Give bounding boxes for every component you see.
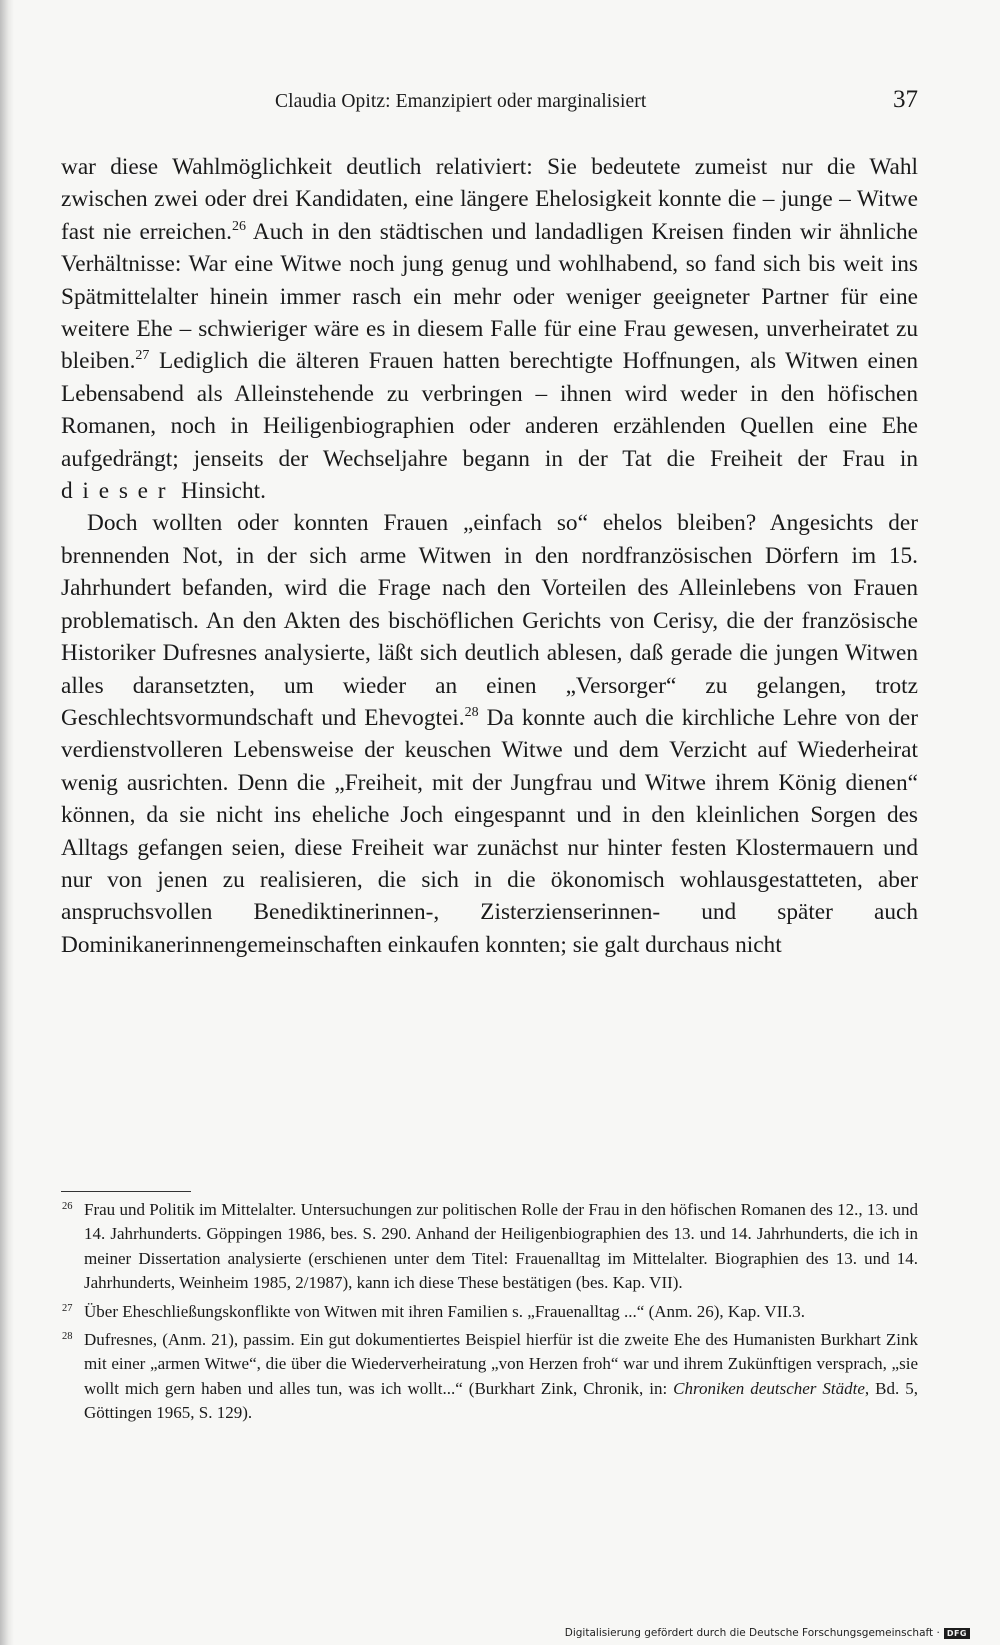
footnote-28	[62, 1328, 918, 1426]
paragraph-text: Lediglich die älteren Frauen hatten berechtigte Hoffnungen, als Witwen einen Lebensabend als Alleinstehende zu verbringen – ihnen wird weder in den höfischen Romanen, noch in Heiligenbiographien oder anderen erzählenden Quellen eine Ehe aufgedrängt; jenseits der Wechseljahre begann in der Tat die Freiheit der Frau in	[61, 348, 918, 472]
footnote-ref-26[interactable]: 26	[231, 219, 246, 235]
paragraph-text: Doch wollten oder konnten Frauen „einfach so“ ehelos bleiben? Angesichts der brennenden Not, in der sich arme Witwen in den nordfranzösischen Dörfern im 15. Jahrhundert befanden, wird die Frage nach den Vorteilen des Alleinlebens von Frauen problematisch. An den Akten des bischöflichen Gerichts von Cerisy, die der französische Historiker Dufresnes analysierte, läßt sich deutlich ablesen, daß gerade die jungen Witwen alles daransetzten, um wieder an einen „Versorger“ zu gelangen, trotz Geschlechtsvormundschaft und Ehevogtei.	[61, 510, 918, 731]
paragraph-1	[61, 151, 918, 507]
footnote-text: , Bd. 5, Göttingen 1965, S. 129).	[84, 1378, 918, 1423]
footnote-27	[62, 1300, 918, 1324]
footnotes	[62, 1198, 918, 1430]
footnote-italic-title: Chroniken deutscher Städte	[673, 1378, 865, 1398]
footnote-mark: 28	[62, 1331, 73, 1343]
page-edge-shadow	[0, 0, 14, 1645]
emphasized-word: dieser	[61, 478, 176, 505]
dfg-logo[interactable]: DFG	[944, 1628, 970, 1639]
paragraph-2	[61, 507, 918, 961]
paragraph-text: Hinsicht.	[175, 478, 266, 505]
footnote-26	[62, 1198, 918, 1296]
paragraph-text: Auch in den städtischen und landadligen Kreisen finden wir ähnliche Verhältnisse: War eine Witwe noch jung genug und wohlhabend, so fand sich bis weit ins Spätmittelalter hinein immer rasch ein mehr oder weniger geeigneter Partner für eine weitere Ehe – schwieriger wäre es in diesem Falle für eine Frau gewesen, unverheiratet zu bleiben.	[61, 218, 918, 375]
paragraph-text: Da konnte auch die kirchliche Lehre von der verdienstvolleren Lebensweise der keuschen Witwe und dem Verzicht auf Wiederheirat wenig ausrichten. Denn die „Freiheit, mit der Jungfrau und Witwe ihrem König dienen“ können, da sie nicht ins eheliche Joch eingespannt und in den kleinlichen Sorgen des Alltags gefangen seien, diese Freiheit war zunächst nur hinter festen Klostermauern und nur von jenen zu realisieren, die sich in die ökonomisch wohlausgestatteten, aber anspruchsvollen Benediktinerinnen-, Zisterzienserinnen- und später auch Dominikanerinnengemeinschaften einkaufen konnten; sie galt durchaus nicht	[61, 704, 918, 958]
footnote-text: Frau und Politik im Mittelalter. Untersuchungen zur politischen Rolle der Frau in den höfischen Romanen des 12., 13. und 14. Jahrhunderts. Göppingen 1986, bes. S. 290. Anhand der Heiligenbiographien des 13. und 14. Jahrhunderts, die ich in meiner Dissertation analysierte (erschienen unter dem Titel: Frauenalltag im Mittelalter. Biographien des 13. und 14. Jahrhunderts, Weinheim 1985, 2/1987), kann ich diese These bestätigen (bes. Kap. VII).	[84, 1200, 918, 1293]
page-number: 37	[893, 86, 918, 113]
footnote-ref-27[interactable]: 27	[135, 348, 150, 364]
body-text	[61, 151, 918, 961]
footnote-text: Über Eheschließungskonflikte von Witwen mit ihren Familien s. „Frauenalltag ...“ (Anm. 26), Kap. VII.3.	[84, 1301, 806, 1321]
running-head: Claudia Opitz: Emanzipiert oder marginalisiert	[275, 91, 647, 112]
footnote-mark: 27	[62, 1302, 73, 1314]
footnote-mark: 26	[62, 1201, 73, 1212]
footnote-text: Dufresnes, (Anm. 21), passim. Ein gut dokumentiertes Beispiel hierfür ist die zweite Ehe des Humanisten Burkhart Zink mit einer „armen Witwe“, die über die Wiederverheiratung „von Herzen froh“ war und ihrem Zukünftigen versprach, „sie wollt mich gern haben und alles tun, was ich wollt...“ (Burkhart Zink, Chronik, in:	[84, 1330, 918, 1398]
footer-text: Digitalisierung gefördert durch die Deutsche Forschungsgemeinschaft ·	[564, 1627, 940, 1639]
paragraph-text: war diese Wahlmöglichkeit deutlich relativiert: Sie bedeutete zumeist nur die Wahl zwischen zwei oder drei Kandidaten, eine längere Ehelosigkeit konnte die – junge – Witwe fast nie erreichen.	[61, 154, 918, 245]
footnote-ref-28[interactable]: 28	[464, 705, 479, 721]
footer	[565, 1627, 970, 1639]
footnote-separator	[61, 1191, 191, 1192]
